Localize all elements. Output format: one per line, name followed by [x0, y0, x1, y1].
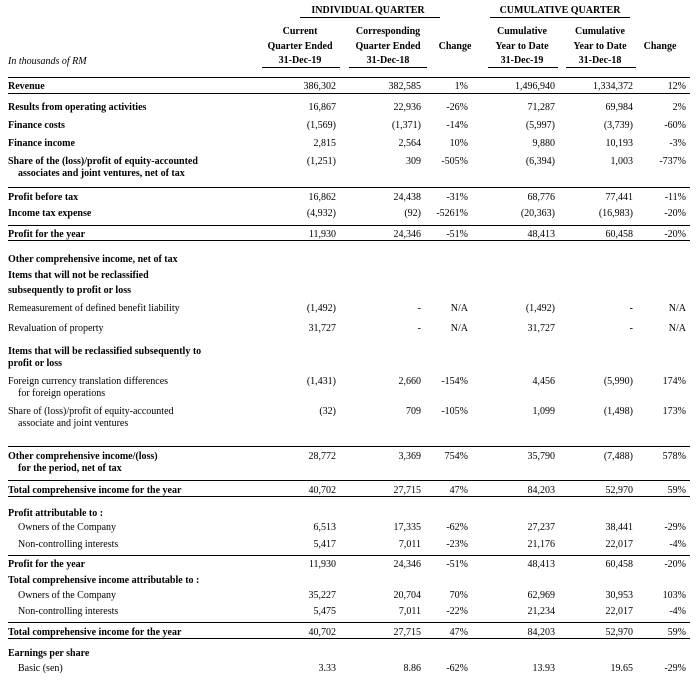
row-value: (1,431) [306, 376, 336, 387]
row-value: -505% [441, 156, 468, 167]
row-value: 27,237 [527, 522, 555, 533]
row-value: -11% [664, 192, 686, 203]
row-value: -23% [446, 539, 468, 550]
col-header-3-change: Change [438, 41, 472, 52]
row-value: 382,585 [388, 81, 421, 92]
col-underline-5 [566, 67, 636, 68]
row-value: N/A [668, 303, 686, 314]
row-value: 59% [667, 627, 686, 638]
row-value: -737% [659, 156, 686, 167]
rule [8, 77, 690, 78]
row-value: 7,011 [398, 539, 421, 550]
row-value: N/A [450, 303, 468, 314]
row-value: - [417, 303, 421, 314]
row-label: Non-controlling interests [18, 539, 119, 550]
row-value: 3,369 [398, 451, 421, 462]
row-value: 578% [662, 451, 686, 462]
row-label: Items that will not be reclassified [8, 270, 149, 281]
row-value: 11,930 [308, 229, 336, 240]
row-label: Owners of the Company [18, 590, 117, 601]
row-value: -22% [446, 606, 468, 617]
row-label: Revenue [8, 81, 45, 92]
row-value: 52,970 [605, 485, 633, 496]
row-label-continued: for foreign operations [18, 388, 106, 399]
row-value: N/A [668, 323, 686, 334]
row-value: (1,492) [525, 303, 555, 314]
row-value: -29% [664, 663, 686, 674]
row-value: 84,203 [527, 627, 555, 638]
row-label: Total comprehensive income for the year [8, 627, 182, 638]
row-value: 40,702 [308, 485, 336, 496]
rule [8, 638, 690, 639]
rule [8, 225, 690, 226]
units-label: In thousands of RM [8, 56, 87, 67]
col-header-2-line2: Quarter Ended [355, 41, 421, 52]
row-value: 24,438 [393, 192, 421, 203]
row-value: N/A [450, 323, 468, 334]
row-label: Other comprehensive income/(loss) [8, 451, 158, 462]
row-value: 386,302 [303, 81, 336, 92]
col-header-2-line3: 31-Dec-18 [366, 55, 410, 66]
row-label: Finance income [8, 138, 75, 149]
row-value: -62% [446, 522, 468, 533]
row-value: 1,099 [532, 406, 555, 417]
row-value: 31,727 [308, 323, 336, 334]
row-label-continued: for the period, net of tax [18, 463, 122, 474]
row-value: 24,346 [393, 229, 421, 240]
row-label: Profit attributable to : [8, 508, 104, 519]
row-value: 52,970 [605, 627, 633, 638]
row-label: Share of the (loss)/profit of equity-accounted [8, 156, 198, 167]
rule [8, 187, 690, 188]
row-label: Income tax expense [8, 208, 92, 219]
row-value: 84,203 [527, 485, 555, 496]
row-value: -62% [446, 663, 468, 674]
row-value: (6,394) [525, 156, 555, 167]
group-header-individual: INDIVIDUAL QUARTER [311, 5, 425, 16]
col-header-4-line2: Year to Date [495, 41, 549, 52]
row-value: 13.93 [532, 663, 555, 674]
row-value: 309 [406, 156, 421, 167]
row-value: -3% [669, 138, 686, 149]
row-value: 16,867 [308, 102, 336, 113]
row-value: 2% [672, 102, 686, 113]
row-value: 1,334,372 [593, 81, 633, 92]
rule [8, 480, 690, 481]
row-label: Remeasurement of defined benefit liability [8, 303, 180, 314]
col-header-5-line1: Cumulative [575, 26, 625, 37]
row-value: 174% [662, 376, 686, 387]
row-value: 9,880 [532, 138, 555, 149]
row-label-continued: associate and joint ventures [18, 418, 129, 429]
row-value: 38,441 [605, 522, 633, 533]
row-value: 709 [406, 406, 421, 417]
row-value: 1,496,940 [515, 81, 555, 92]
row-value: - [417, 323, 421, 334]
group-rule-cumulative [490, 17, 630, 18]
col-underline-1 [262, 67, 340, 68]
row-value: 3.33 [318, 663, 336, 674]
col-header-4-line1: Cumulative [497, 26, 547, 37]
row-value: 2,815 [313, 138, 336, 149]
row-value: -5261% [436, 208, 468, 219]
row-value: 11,930 [308, 559, 336, 570]
group-rule-individual [300, 17, 440, 18]
row-value: -20% [664, 208, 686, 219]
row-value: 6,513 [313, 522, 336, 533]
rule [8, 496, 690, 497]
row-value: 31,727 [527, 323, 555, 334]
row-value: (5,990) [603, 376, 633, 387]
row-value: -31% [446, 192, 468, 203]
row-value: 8.86 [403, 663, 421, 674]
row-label: Share of (loss)/profit of equity-accounted [8, 406, 174, 417]
row-value: -4% [669, 606, 686, 617]
row-value: 22,017 [605, 539, 633, 550]
row-value: 60,458 [605, 229, 633, 240]
row-label: Total comprehensive income for the year [8, 485, 182, 496]
row-value: 48,413 [527, 229, 555, 240]
row-value: (92) [404, 208, 421, 219]
col-header-4-line3: 31-Dec-19 [500, 55, 544, 66]
row-value: -20% [664, 229, 686, 240]
row-value: (4,932) [306, 208, 336, 219]
row-value: -29% [664, 522, 686, 533]
row-value: 59% [667, 485, 686, 496]
row-label: Profit for the year [8, 559, 86, 570]
rule [8, 240, 690, 241]
row-value: 103% [662, 590, 686, 601]
row-label: Owners of the Company [18, 522, 117, 533]
row-value: -51% [446, 229, 468, 240]
row-value: (5,997) [525, 120, 555, 131]
row-label: Profit before tax [8, 192, 79, 203]
row-value: 2,564 [398, 138, 421, 149]
row-value: 5,475 [313, 606, 336, 617]
row-value: (16,983) [598, 208, 633, 219]
row-value: 5,417 [313, 539, 336, 550]
col-header-1-line3: 31-Dec-19 [278, 55, 322, 66]
row-value: (1,492) [306, 303, 336, 314]
row-value: 47% [449, 627, 468, 638]
row-value: -154% [441, 376, 468, 387]
row-value: (1,498) [603, 406, 633, 417]
row-value: 27,715 [393, 627, 421, 638]
row-label: profit or loss [8, 358, 63, 369]
row-value: -4% [669, 539, 686, 550]
rule [8, 446, 690, 447]
row-label: subsequently to profit or loss [8, 285, 131, 296]
row-value: 19.65 [610, 663, 633, 674]
group-header-cumulative: CUMULATIVE QUARTER [499, 5, 621, 16]
rule [8, 555, 690, 556]
row-label: Results from operating activities [8, 102, 147, 113]
row-value: 60,458 [605, 559, 633, 570]
row-value: 2,660 [398, 376, 421, 387]
row-label: Finance costs [8, 120, 65, 131]
row-value: 47% [449, 485, 468, 496]
row-value: 17,335 [393, 522, 421, 533]
row-value: -51% [446, 559, 468, 570]
row-value: -26% [446, 102, 468, 113]
row-label: Non-controlling interests [18, 606, 119, 617]
row-value: 69,984 [605, 102, 633, 113]
row-value: 754% [444, 451, 468, 462]
row-value: 10,193 [605, 138, 633, 149]
row-label: Profit for the year [8, 229, 86, 240]
row-value: 7,011 [398, 606, 421, 617]
col-header-1-line1: Current [282, 26, 318, 37]
row-value: 27,715 [393, 485, 421, 496]
col-header-6-change: Change [643, 41, 677, 52]
row-label: Total comprehensive income attributable to : [8, 575, 200, 586]
row-label: Revaluation of property [8, 323, 104, 334]
row-value: 173% [662, 406, 686, 417]
row-value: 10% [449, 138, 468, 149]
row-label: Foreign currency translation differences [8, 376, 169, 387]
row-value: 62,969 [527, 590, 555, 601]
col-header-1-line2: Quarter Ended [267, 41, 333, 52]
row-label: Other comprehensive income, net of tax [8, 254, 178, 265]
rule [8, 622, 690, 623]
row-value: 4,456 [532, 376, 555, 387]
row-label-continued: associates and joint ventures, net of tax [18, 168, 185, 179]
row-value: 35,790 [527, 451, 555, 462]
row-value: 1% [454, 81, 468, 92]
row-value: (32) [319, 406, 336, 417]
row-value: - [629, 323, 633, 334]
row-value: 21,176 [527, 539, 555, 550]
row-value: (1,371) [391, 120, 421, 131]
row-value: (1,569) [306, 120, 336, 131]
row-value: (3,739) [603, 120, 633, 131]
row-value: 40,702 [308, 627, 336, 638]
col-header-5-line3: 31-Dec-18 [578, 55, 622, 66]
row-value: 30,953 [605, 590, 633, 601]
row-value: 28,772 [308, 451, 336, 462]
row-label: Basic (sen) [18, 663, 63, 674]
row-value: 68,776 [527, 192, 555, 203]
row-value: (20,363) [520, 208, 555, 219]
row-value: -60% [664, 120, 686, 131]
row-value: 1,003 [610, 156, 633, 167]
row-value: -20% [664, 559, 686, 570]
row-value: 12% [667, 81, 686, 92]
row-value: 71,287 [527, 102, 555, 113]
row-value: 48,413 [527, 559, 555, 570]
row-value: 77,441 [605, 192, 633, 203]
row-value: 20,704 [393, 590, 421, 601]
row-value: 21,234 [527, 606, 555, 617]
row-value: 35,227 [308, 590, 336, 601]
row-label: Earnings per share [8, 648, 90, 659]
rule [8, 93, 690, 94]
row-value: (7,488) [603, 451, 633, 462]
row-value: 22,936 [393, 102, 421, 113]
row-value: 70% [449, 590, 468, 601]
row-value: 22,017 [605, 606, 633, 617]
row-label: Items that will be reclassified subsequently to [8, 346, 202, 357]
col-header-2-line1: Corresponding [355, 26, 421, 37]
col-underline-2 [349, 67, 427, 68]
row-value: 16,862 [308, 192, 336, 203]
row-value: -14% [446, 120, 468, 131]
col-header-5-line2: Year to Date [573, 41, 627, 52]
col-underline-4 [488, 67, 558, 68]
row-value: (1,251) [306, 156, 336, 167]
row-value: - [629, 303, 633, 314]
row-value: 24,346 [393, 559, 421, 570]
row-value: -105% [441, 406, 468, 417]
